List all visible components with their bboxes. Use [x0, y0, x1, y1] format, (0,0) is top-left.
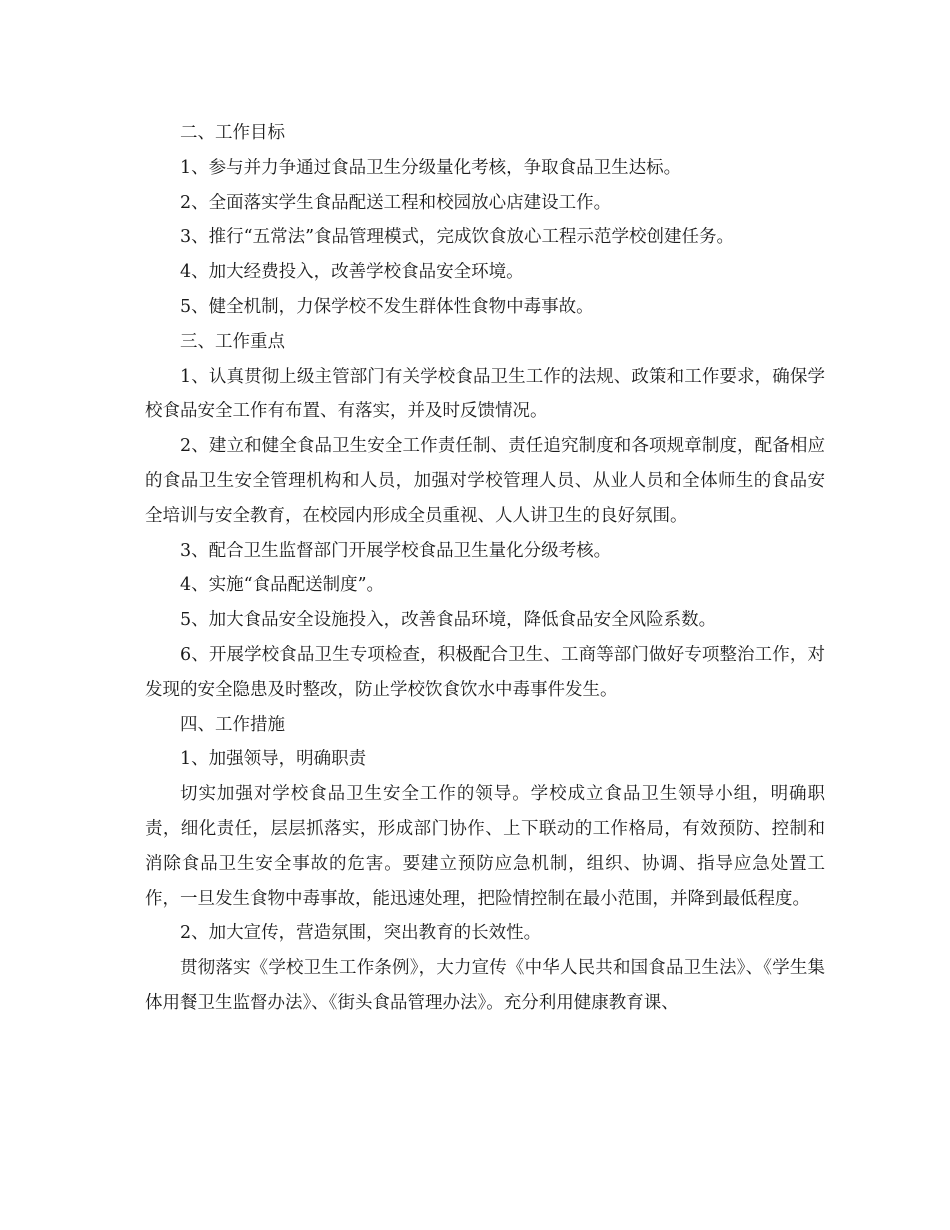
- section-heading-focus: 三、工作重点: [180, 331, 285, 352]
- subheading: 2、加大宣传，营造氛围，突出教育的长效性。: [180, 923, 542, 944]
- paragraph: 5、健全机制，力保学校不发生群体性食物中毒事故。: [180, 296, 594, 317]
- paragraph: 1、参与并力争通过食品卫生分级量化考核，争取食品卫生达标。: [180, 157, 682, 178]
- paragraph: 3、配合卫生监督部门开展学校食品卫生量化分级考核。: [180, 540, 612, 561]
- paragraph: 5、加大食品安全设施投入，改善食品环境，降低食品安全风险系数。: [180, 610, 717, 631]
- paragraph: 6、开展学校食品卫生专项检查，积极配合卫生、工商等部门做好专项整治工作，对发现的安全隐患及时整改，防止学校饮食饮水中毒事件发生。: [145, 644, 825, 700]
- paragraph: 2、建立和健全食品卫生安全工作责任制、责任追究制度和各项规章制度，配备相应的食品卫生安全管理机构和人员，加强对学校管理人员、从业人员和全体师生的食品安全培训与安全教育，在校园内形成全员重视、人人讲卫生的良好氛围。: [145, 436, 825, 526]
- document-body: [145, 116, 825, 1021]
- paragraph: 4、实施“食品配送制度”。: [180, 575, 385, 596]
- section-heading-goals: 二、工作目标: [180, 123, 285, 143]
- paragraph: 3、推行“五常法”食品管理模式，完成饮食放心工程示范学校创建任务。: [180, 227, 735, 248]
- paragraph: 切实加强对学校食品卫生安全工作的领导。学校成立食品卫生领导小组，明确职责，细化责任，层层抓落实，形成部门协作、上下联动的工作格局，有效预防、控制和消除食品卫生安全事故的危害。要建立预防应急机制，组织、协调、指导应急处置工作，一旦发生食物中毒事故，能迅速处理，把险情控制在最小范围，并降到最低程度。: [145, 784, 825, 909]
- paragraph: 贯彻落实《学校卫生工作条例》，大力宣传《中华人民共和国食品卫生法》、《学生集体用餐卫生监督办法》、《街头食品管理办法》。充分利用健康教育课、: [145, 958, 825, 1013]
- paragraph: 2、全面落实学生食品配送工程和校园放心店建设工作。: [180, 192, 612, 213]
- section-heading-measures: 四、工作措施: [180, 714, 285, 735]
- paragraph: 4、加大经费投入，改善学校食品安全环境。: [180, 262, 524, 283]
- subheading: 1、加强领导，明确职责: [180, 749, 367, 770]
- paragraph: 1、认真贯彻上级主管部门有关学校食品卫生工作的法规、政策和工作要求，确保学校食品安全工作有布置、有落实，并及时反馈情况。: [145, 366, 825, 422]
